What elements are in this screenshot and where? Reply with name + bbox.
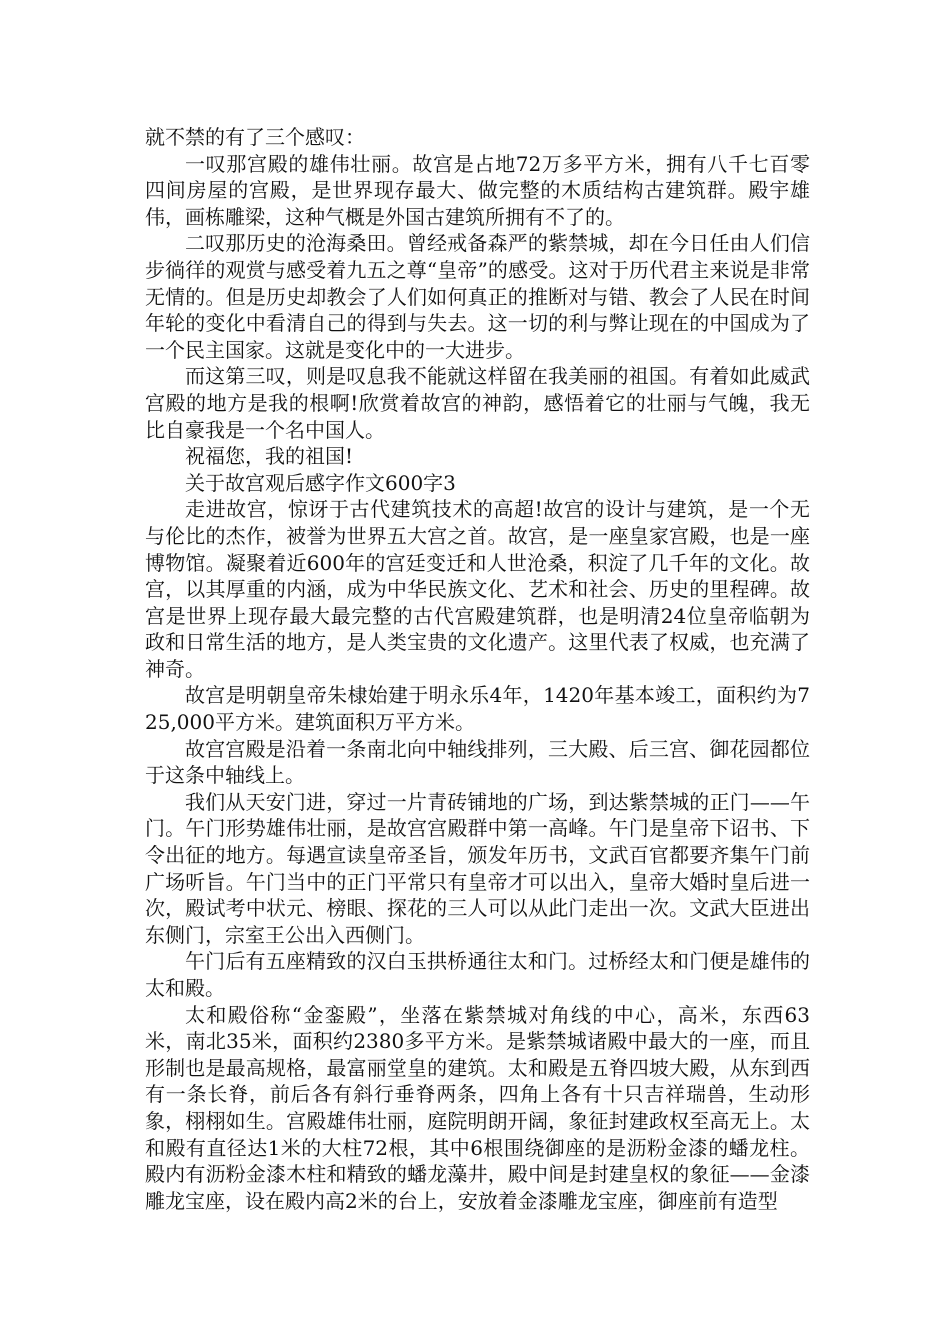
paragraph-continuation: 就不禁的有了三个感叹： bbox=[145, 125, 365, 149]
document-body bbox=[145, 124, 810, 1214]
paragraph-second-sigh: 二叹那历史的沧海桑田。曾经戒备森严的紫禁城，却在今日任由人们信步徜徉的观赏与感受着九五之尊“皇帝”的感受。这对于历代君主来说是非常无情的。但是历史却教会了人们如何真正的推断对与错、教会了人民在时间年轮的变化中看清自己的得到与失去。这一切的利与弊让现在的中国成为了一个民主国家。这就是变化中的一大进步。 bbox=[145, 231, 810, 362]
paragraph-central-axis: 故宫宫殿是沿着一条南北向中轴线排列，三大殿、后三宫、御花园都位于这条中轴线上。 bbox=[145, 736, 810, 788]
paragraph-bridges: 午门后有五座精致的汉白玉拱桥通往太和门。过桥经太和门便是雄伟的太和殿。 bbox=[145, 949, 810, 1000]
paragraph-taihe-hall: 太和殿俗称“金銮殿”，坐落在紫禁城对角线的中心，高米，东西63米，南北35米，面积约2380多平方米。是紫禁城诸殿中最大的一座，而且形制也是最高规格，最富丽堂皇的建筑。太和殿是五脊四坡大殿，从东到西有一条长脊，前后各有斜行垂脊两条，四角上各有十只吉祥瑞兽，生动形象，栩栩如生。宫殿雄伟壮丽，庭院明朗开阔，象征封建政权至高无上。太和殿有直径达1米的大柱72根，其中6根围绕御座的是沥粉金漆的蟠龙柱。殿内有沥粉金漆木柱和精致的蟠龙藻井，殿中间是封建皇权的象征——金漆雕龙宝座，设在殿内高2米的台上，安放着金漆雕龙宝座，御座前有造型 bbox=[145, 1002, 810, 1213]
paragraph-third-sigh: 而这第三叹，则是叹息我不能就这样留在我美丽的祖国。有着如此威武宫殿的地方是我的根啊!欣赏着故宫的神韵，感悟着它的壮丽与气魄，我无比自豪我是一个名中国人。 bbox=[145, 364, 810, 442]
section-heading: 关于故宫观后感字作文600字3 bbox=[185, 470, 456, 495]
paragraph-construction-history: 故宫是明朝皇帝朱棣始建于明永乐4年，1420年基本竣工，面积约为725,000平方米。建筑面积万平方米。 bbox=[145, 683, 810, 735]
paragraph-blessing: 祝福您，我的祖国! bbox=[185, 444, 354, 469]
paragraph-entering-palace: 走进故宫，惊讶于古代建筑技术的高超!故宫的设计与建筑，是一个无与伦比的杰作，被誉为世界五大宫之首。故宫，是一座皇家宫殿，也是一座博物馆。凝聚着近600年的宫廷变迁和人世沧桑，积淀了几千年的文化。故宫，以其厚重的内涵，成为中华民族文化、艺术和社会、历史的里程碑。故宫是世界上现存最大最完整的古代宫殿建筑群，也是明清24位皇帝临朝为政和日常生活的地方，是人类宝贵的文化遗产。这里代表了权威，也充满了神奇。 bbox=[145, 497, 810, 681]
paragraph-meridian-gate: 我们从天安门进，穿过一片青砖铺地的广场，到达紫禁城的正门——午门。午门形势雄伟壮丽，是故宫宫殿群中第一高峰。午门是皇帝下诏书、下令出征的地方。每遇宣读皇帝圣旨，颁发年历书，文武百官都要齐集午门前广场听旨。午门当中的正门平常只有皇帝才可以出入，皇帝大婚时皇后进一次，殿试考中状元、榜眼、探花的三人可以从此门走出一次。文武大臣进出东侧门，宗室王公出入西侧门。 bbox=[145, 789, 810, 947]
paragraph-first-sigh: 一叹那宫殿的雄伟壮丽。故宫是占地72万多平方米，拥有八千七百零四间房屋的宫殿，是世界现存最大、做完整的木质结构古建筑群。殿宇雄伟，画栋雕梁，这种气概是外国古建筑所拥有不了的。 bbox=[145, 151, 810, 229]
